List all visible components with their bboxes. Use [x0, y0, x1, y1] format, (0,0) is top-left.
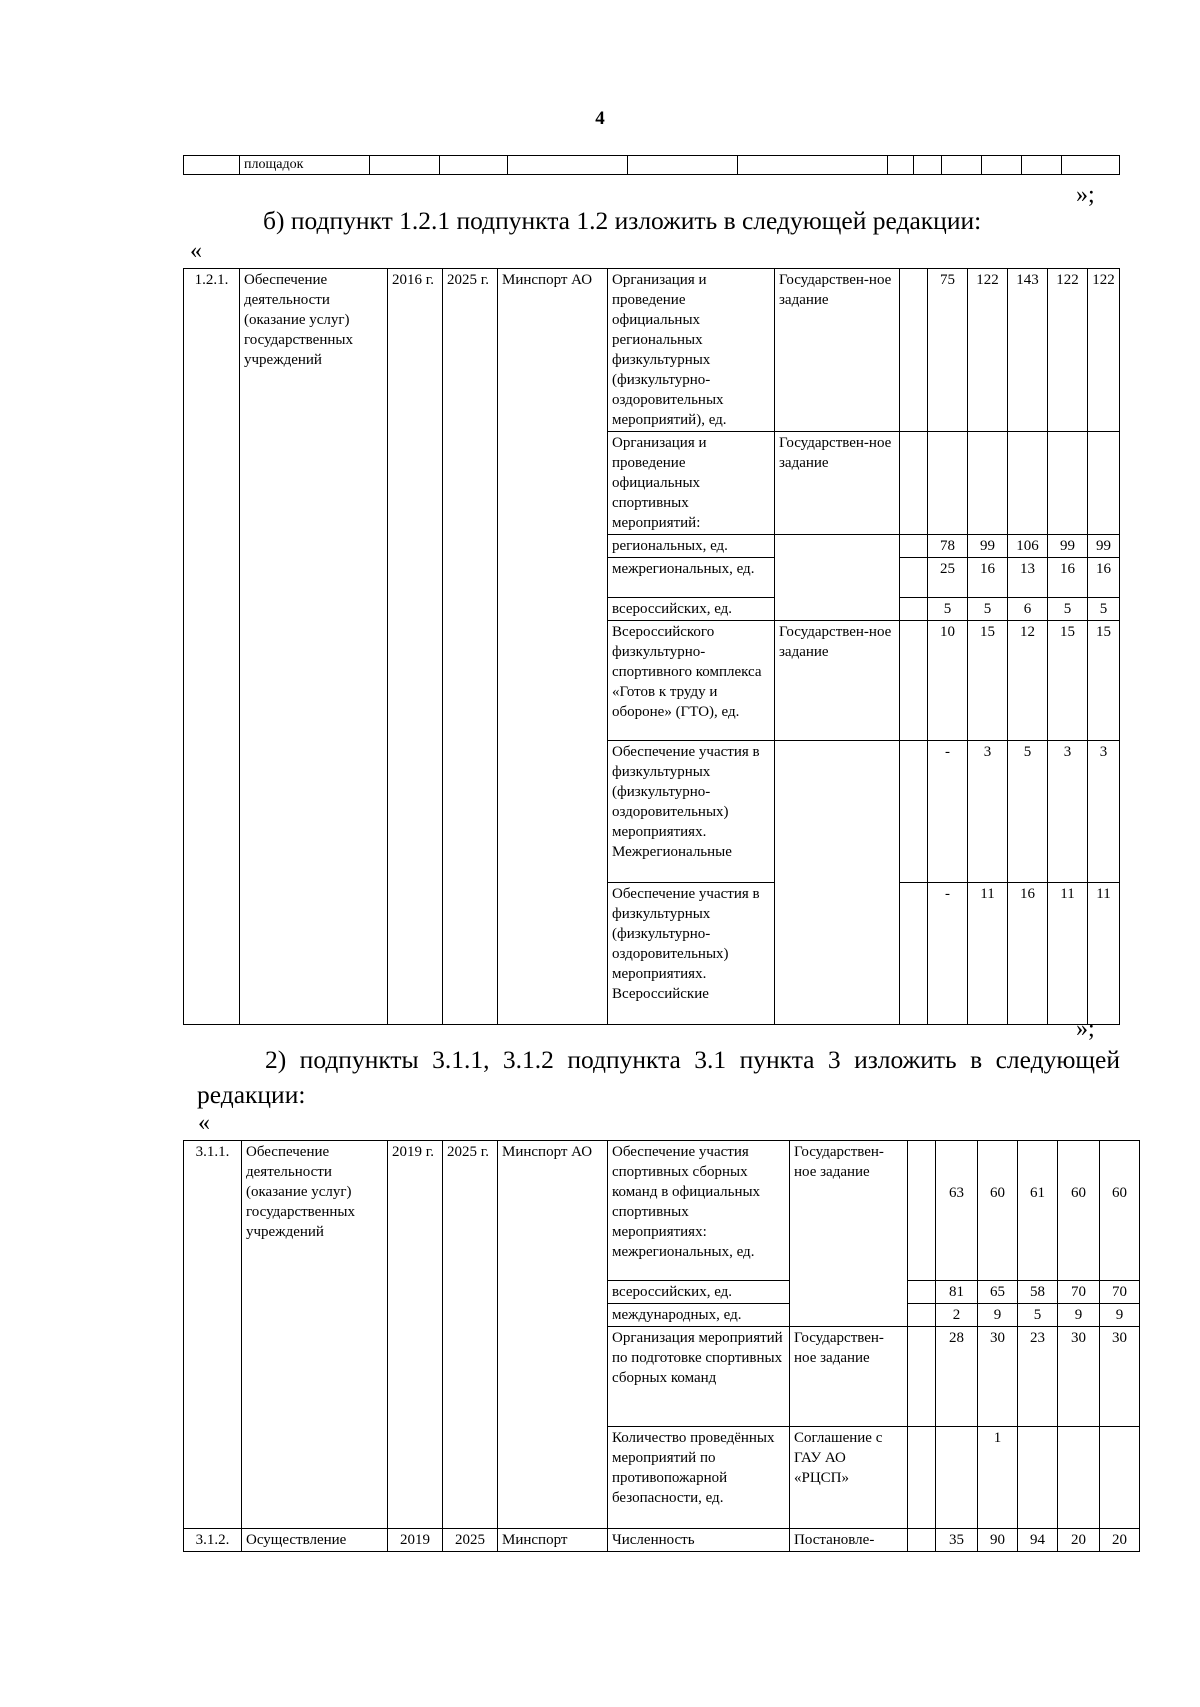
table-row: международных, ед. 2 9 5 9 9	[184, 1304, 1140, 1327]
open-quote-2: «	[198, 1110, 210, 1136]
table-row: 3.1.2. Осуществление 2019 2025 Минспорт Численность Постановле- 35 90 94 20 20	[184, 1529, 1140, 1552]
page-number: 4	[595, 108, 605, 129]
table-row: всероссийских, ед. 81 65 58 70 70	[184, 1281, 1140, 1304]
table-row: 1.2.1. Обеспечение деятельности (оказание услуг) государственных учреждений 2016 г. 2025 г. Минспорт АО Организация и проведение официальных региональных физкультурных (физкультурно-оздоровительных мероприятий), ед. Государствен-ное задание 75 122 143 122 122	[184, 269, 1120, 432]
table-row: всероссийских, ед. 5 5 6 5 5	[184, 598, 1120, 621]
table-row: 3.1.1. Обеспечение деятельности (оказание услуг) государственных учреждений 2019 г. 2025 г. Минспорт АО Обеспечение участия спортивных сборных команд в официальных спортивных мероприятиях: межрегиональных, ед. Государствен-ное задание 63 60 61 60 60	[184, 1141, 1140, 1281]
table-row: Всероссийского физкультурно-спортивного комплекса «Готов к труду и обороне» (ГТО), ед. Государствен-ное задание 10 15 12 15 15	[184, 621, 1120, 741]
table-1-2-1	[183, 268, 1120, 1025]
table-3-1-1	[183, 1140, 1140, 1552]
cell-ploshchadok: площадок	[240, 156, 370, 175]
close-quote-top: »;	[1076, 182, 1095, 208]
section-b-heading: б) подпункт 1.2.1 подпункта 1.2 изложить в следующей редакции:	[263, 206, 982, 235]
close-quote-b: »;	[1076, 1016, 1095, 1042]
table-row: Количество проведённых мероприятий по противопожарной безопасности, ед. Соглашение с ГАУ АО «РЦСП» 1	[184, 1427, 1140, 1529]
table-row: Обеспечение участия в физкультурных (физкультурно-оздоровительных) мероприятиях. Межрегиональные - 3 5 3 3	[184, 741, 1120, 883]
section-2-heading-line1: 2) подпункты 3.1.1, 3.1.2 подпункта 3.1 пункта 3 изложить в следующей	[265, 1045, 1120, 1074]
table-row: Организация и проведение официальных спортивных мероприятий: Государствен-ное задание	[184, 432, 1120, 535]
table-row: Организация мероприятий по подготовке спортивных сборных команд Государствен-ное задание 28 30 23 30 30	[184, 1327, 1140, 1427]
table-row: региональных, ед. 78 99 106 99 99	[184, 535, 1120, 558]
table-row: межрегиональных, ед. 25 16 13 16 16	[184, 558, 1120, 598]
table-row: Обеспечение участия в физкультурных (физкультурно-оздоровительных) мероприятиях. Всероссийские - 11 16 11 11	[184, 883, 1120, 1025]
open-quote-b: «	[190, 238, 202, 264]
continuation-table	[183, 155, 1120, 175]
section-2-heading-line2: редакции:	[197, 1080, 306, 1109]
